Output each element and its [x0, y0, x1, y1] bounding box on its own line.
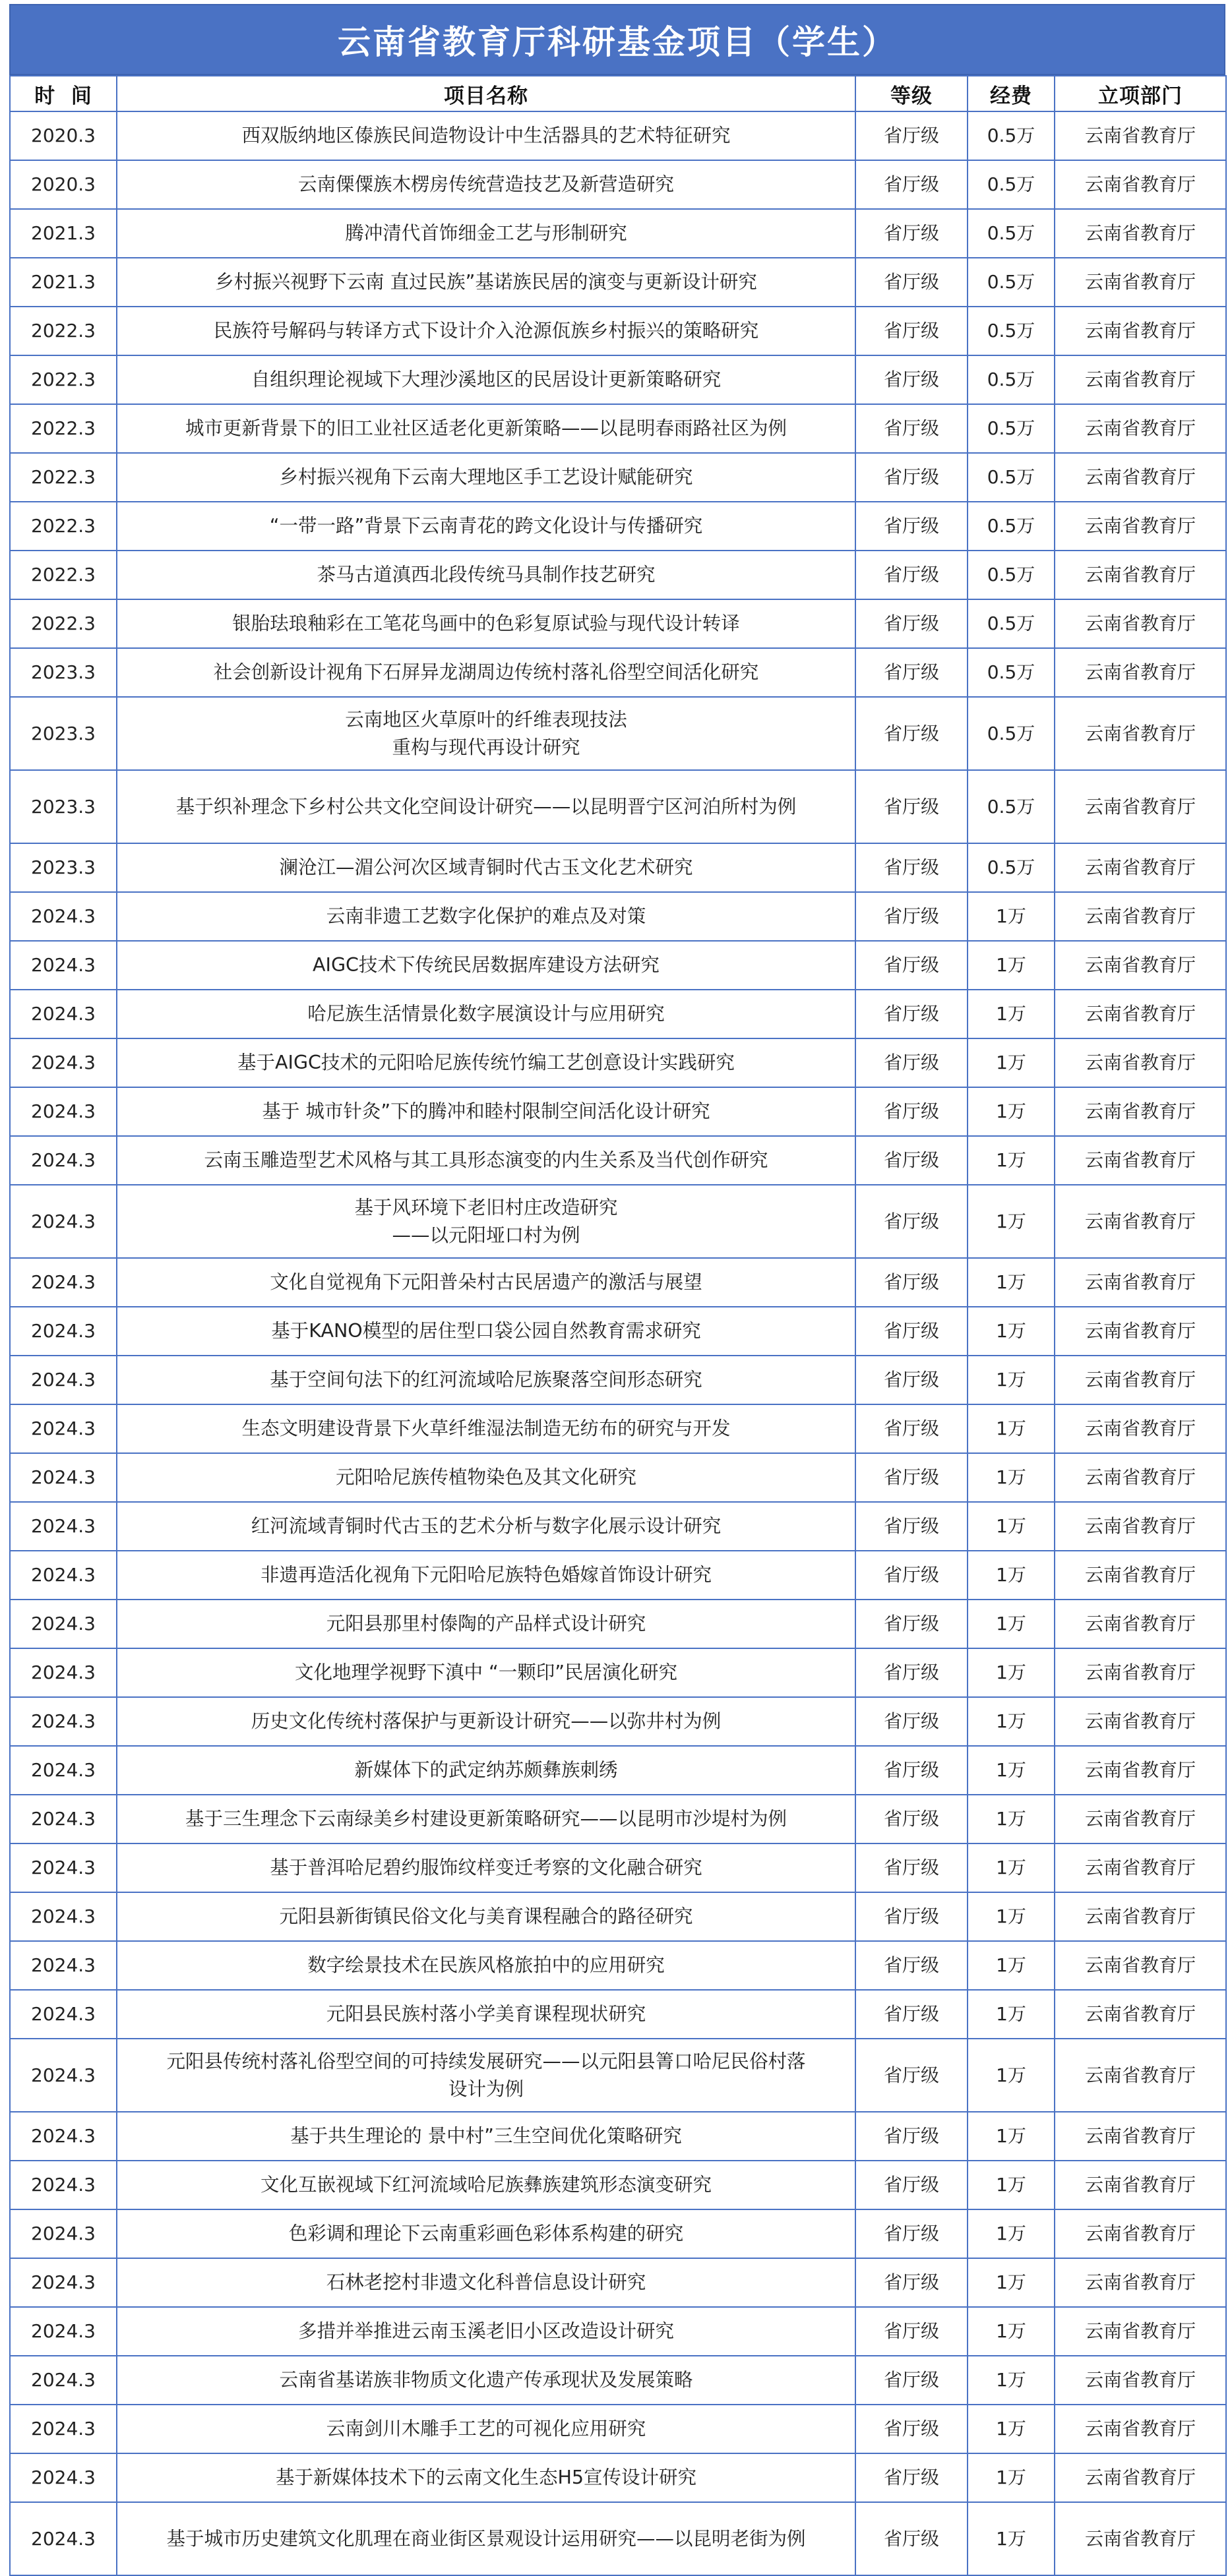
- cell-project-name: 文化自觉视角下元阳普朵村古民居遗产的激活与展望: [117, 1258, 855, 1307]
- cell-level: 省厅级: [855, 1307, 968, 1356]
- cell-project-name: 元阳县传统村落礼俗型空间的可持续发展研究——以元阳县箐口哈尼民俗村落 设计为例: [117, 2039, 855, 2112]
- table-row: [10, 355, 1226, 404]
- cell-department: 云南省教育厅: [1055, 941, 1226, 990]
- cell-level: 省厅级: [855, 1356, 968, 1404]
- cell-project-name: AIGC技术下传统民居数据库建设方法研究: [117, 941, 855, 990]
- table-row: [10, 1136, 1226, 1185]
- cell-level: 省厅级: [855, 843, 968, 892]
- header-name: 项目名称: [117, 76, 855, 111]
- cell-department: 云南省教育厅: [1055, 2405, 1226, 2453]
- cell-fee: 1万: [968, 1892, 1055, 1941]
- table-row: [10, 1697, 1226, 1746]
- table-row: [10, 1087, 1226, 1136]
- cell-level: 省厅级: [855, 1843, 968, 1892]
- cell-department: 云南省教育厅: [1055, 892, 1226, 941]
- cell-time: 2023.3: [10, 648, 117, 697]
- cell-time: 2024.3: [10, 1087, 117, 1136]
- table-row: [10, 502, 1226, 551]
- cell-time: 2024.3: [10, 1600, 117, 1648]
- table-row: [10, 843, 1226, 892]
- cell-project-name: 文化地理学视野下滇中 “一颗印”民居演化研究: [117, 1648, 855, 1697]
- cell-time: 2024.3: [10, 1502, 117, 1551]
- cell-fee: 1万: [968, 990, 1055, 1038]
- cell-project-name: 哈尼族生活情景化数字展演设计与应用研究: [117, 990, 855, 1038]
- cell-level: 省厅级: [855, 502, 968, 551]
- cell-project-name: 红河流域青铜时代古玉的艺术分析与数字化展示设计研究: [117, 1502, 855, 1551]
- cell-time: 2024.3: [10, 2356, 117, 2405]
- cell-department: 云南省教育厅: [1055, 1404, 1226, 1453]
- cell-department: 云南省教育厅: [1055, 1307, 1226, 1356]
- cell-fee: 0.5万: [968, 502, 1055, 551]
- cell-time: 2024.3: [10, 1258, 117, 1307]
- cell-fee: 1万: [968, 2112, 1055, 2161]
- cell-level: 省厅级: [855, 404, 968, 453]
- cell-department: 云南省教育厅: [1055, 843, 1226, 892]
- cell-level: 省厅级: [855, 990, 968, 1038]
- cell-fee: 1万: [968, 1843, 1055, 1892]
- table-row: [10, 1356, 1226, 1404]
- cell-level: 省厅级: [855, 2209, 968, 2258]
- cell-fee: 1万: [968, 1038, 1055, 1087]
- cell-department: 云南省教育厅: [1055, 2209, 1226, 2258]
- cell-level: 省厅级: [855, 941, 968, 990]
- cell-department: 云南省教育厅: [1055, 355, 1226, 404]
- cell-department: 云南省教育厅: [1055, 2258, 1226, 2307]
- table-row: [10, 2307, 1226, 2356]
- cell-project-name: 社会创新设计视角下石屏异龙湖周边传统村落礼俗型空间活化研究: [117, 648, 855, 697]
- cell-fee: 1万: [968, 1356, 1055, 1404]
- cell-level: 省厅级: [855, 453, 968, 502]
- cell-fee: 1万: [968, 2405, 1055, 2453]
- cell-fee: 0.5万: [968, 209, 1055, 258]
- cell-department: 云南省教育厅: [1055, 1892, 1226, 1941]
- table-row: [10, 770, 1226, 843]
- cell-project-name: 基于风环境下老旧村庄改造研究 ——以元阳垭口村为例: [117, 1185, 855, 1258]
- cell-time: 2024.3: [10, 1843, 117, 1892]
- table-row: [10, 1648, 1226, 1697]
- cell-time: 2024.3: [10, 1746, 117, 1795]
- table-row: [10, 2039, 1226, 2112]
- cell-fee: 1万: [968, 1307, 1055, 1356]
- cell-department: 云南省教育厅: [1055, 404, 1226, 453]
- cell-project-name: 乡村振兴视角下云南大理地区手工艺设计赋能研究: [117, 453, 855, 502]
- cell-department: 云南省教育厅: [1055, 1356, 1226, 1404]
- cell-project-name: 云南非遗工艺数字化保护的难点及对策: [117, 892, 855, 941]
- cell-project-name: 银胎珐琅釉彩在工笔花鸟画中的色彩复原试验与现代设计转译: [117, 599, 855, 648]
- cell-department: 云南省教育厅: [1055, 770, 1226, 843]
- table-row: [10, 1453, 1226, 1502]
- cell-department: 云南省教育厅: [1055, 648, 1226, 697]
- cell-fee: 1万: [968, 1258, 1055, 1307]
- cell-fee: 0.5万: [968, 697, 1055, 770]
- cell-time: 2020.3: [10, 111, 117, 160]
- cell-fee: 0.5万: [968, 111, 1055, 160]
- table-row: [10, 2453, 1226, 2502]
- projects-table: [9, 75, 1227, 2576]
- table-row: [10, 258, 1226, 307]
- cell-fee: 0.5万: [968, 160, 1055, 209]
- cell-project-name: 多措并举推进云南玉溪老旧小区改造设计研究: [117, 2307, 855, 2356]
- table-row: [10, 1258, 1226, 1307]
- cell-department: 云南省教育厅: [1055, 1746, 1226, 1795]
- cell-fee: 0.5万: [968, 307, 1055, 355]
- cell-level: 省厅级: [855, 258, 968, 307]
- table-title: 云南省教育厅科研基金项目（学生）: [9, 4, 1225, 75]
- table-row: [10, 2258, 1226, 2307]
- cell-time: 2024.3: [10, 2258, 117, 2307]
- cell-level: 省厅级: [855, 2356, 968, 2405]
- cell-project-name: 云南地区火草原叶的纤维表现技法 重构与现代再设计研究: [117, 697, 855, 770]
- cell-fee: 1万: [968, 1746, 1055, 1795]
- cell-department: 云南省教育厅: [1055, 697, 1226, 770]
- cell-department: 云南省教育厅: [1055, 160, 1226, 209]
- cell-fee: 1万: [968, 1185, 1055, 1258]
- cell-time: 2024.3: [10, 1648, 117, 1697]
- cell-fee: 0.5万: [968, 770, 1055, 843]
- cell-time: 2020.3: [10, 160, 117, 209]
- cell-fee: 1万: [968, 2356, 1055, 2405]
- cell-department: 云南省教育厅: [1055, 209, 1226, 258]
- cell-project-name: 腾冲清代首饰细金工艺与形制研究: [117, 209, 855, 258]
- table-row: [10, 1892, 1226, 1941]
- cell-time: 2022.3: [10, 551, 117, 599]
- cell-project-name: 元阳县那里村傣陶的产品样式设计研究: [117, 1600, 855, 1648]
- table-row: [10, 990, 1226, 1038]
- cell-department: 云南省教育厅: [1055, 1843, 1226, 1892]
- cell-level: 省厅级: [855, 1648, 968, 1697]
- cell-fee: 0.5万: [968, 355, 1055, 404]
- table-row: [10, 892, 1226, 941]
- cell-level: 省厅级: [855, 2453, 968, 2502]
- cell-level: 省厅级: [855, 111, 968, 160]
- cell-fee: 1万: [968, 892, 1055, 941]
- cell-department: 云南省教育厅: [1055, 551, 1226, 599]
- cell-project-name: 民族符号解码与转译方式下设计介入沧源佤族乡村振兴的策略研究: [117, 307, 855, 355]
- cell-level: 省厅级: [855, 2112, 968, 2161]
- cell-time: 2022.3: [10, 307, 117, 355]
- cell-department: 云南省教育厅: [1055, 2161, 1226, 2209]
- cell-project-name: 澜沧江—湄公河次区域青铜时代古玉文化艺术研究: [117, 843, 855, 892]
- cell-time: 2024.3: [10, 2039, 117, 2112]
- cell-fee: 1万: [968, 1990, 1055, 2039]
- cell-time: 2024.3: [10, 2405, 117, 2453]
- cell-time: 2024.3: [10, 941, 117, 990]
- cell-fee: 1万: [968, 1453, 1055, 1502]
- cell-time: 2024.3: [10, 1551, 117, 1600]
- cell-level: 省厅级: [855, 2258, 968, 2307]
- cell-fee: 0.5万: [968, 843, 1055, 892]
- cell-time: 2024.3: [10, 990, 117, 1038]
- cell-time: 2024.3: [10, 1404, 117, 1453]
- cell-time: 2024.3: [10, 2453, 117, 2502]
- cell-level: 省厅级: [855, 1746, 968, 1795]
- cell-project-name: “一带一路”背景下云南青花的跨文化设计与传播研究: [117, 502, 855, 551]
- cell-time: 2024.3: [10, 1453, 117, 1502]
- table-row: [10, 2502, 1226, 2575]
- cell-level: 省厅级: [855, 551, 968, 599]
- cell-level: 省厅级: [855, 770, 968, 843]
- cell-time: 2022.3: [10, 355, 117, 404]
- cell-level: 省厅级: [855, 160, 968, 209]
- cell-department: 云南省教育厅: [1055, 307, 1226, 355]
- cell-project-name: 元阳县新街镇民俗文化与美育课程融合的路径研究: [117, 1892, 855, 1941]
- cell-time: 2024.3: [10, 1795, 117, 1843]
- cell-level: 省厅级: [855, 1795, 968, 1843]
- cell-project-name: 数字绘景技术在民族风格旅拍中的应用研究: [117, 1941, 855, 1990]
- cell-fee: 0.5万: [968, 551, 1055, 599]
- cell-project-name: 非遗再造活化视角下元阳哈尼族特色婚嫁首饰设计研究: [117, 1551, 855, 1600]
- table-row: [10, 1795, 1226, 1843]
- cell-level: 省厅级: [855, 1990, 968, 2039]
- cell-fee: 1万: [968, 2453, 1055, 2502]
- cell-fee: 0.5万: [968, 599, 1055, 648]
- cell-level: 省厅级: [855, 1087, 968, 1136]
- cell-department: 云南省教育厅: [1055, 1136, 1226, 1185]
- cell-fee: 1万: [968, 2307, 1055, 2356]
- cell-fee: 1万: [968, 1600, 1055, 1648]
- cell-department: 云南省教育厅: [1055, 2453, 1226, 2502]
- cell-level: 省厅级: [855, 697, 968, 770]
- cell-level: 省厅级: [855, 1185, 968, 1258]
- cell-fee: 0.5万: [968, 258, 1055, 307]
- cell-time: 2024.3: [10, 2307, 117, 2356]
- cell-project-name: 色彩调和理论下云南重彩画色彩体系构建的研究: [117, 2209, 855, 2258]
- cell-project-name: 基于织补理念下乡村公共文化空间设计研究——以昆明晋宁区河泊所村为例: [117, 770, 855, 843]
- cell-fee: 1万: [968, 1502, 1055, 1551]
- cell-fee: 1万: [968, 2039, 1055, 2112]
- cell-department: 云南省教育厅: [1055, 1038, 1226, 1087]
- cell-department: 云南省教育厅: [1055, 1258, 1226, 1307]
- table-row: [10, 2112, 1226, 2161]
- cell-time: 2024.3: [10, 1136, 117, 1185]
- cell-level: 省厅级: [855, 1038, 968, 1087]
- cell-department: 云南省教育厅: [1055, 2112, 1226, 2161]
- cell-department: 云南省教育厅: [1055, 990, 1226, 1038]
- cell-project-name: 基于AIGC技术的元阳哈尼族传统竹编工艺创意设计实践研究: [117, 1038, 855, 1087]
- header-row: [10, 76, 1226, 111]
- table-body: [10, 111, 1226, 2575]
- cell-project-name: 基于KANO模型的居住型口袋公园自然教育需求研究: [117, 1307, 855, 1356]
- header-time: 时 间: [10, 76, 117, 111]
- cell-project-name: 基于城市历史建筑文化肌理在商业街区景观设计运用研究——以昆明老街为例: [117, 2502, 855, 2575]
- cell-project-name: 云南傈僳族木楞房传统营造技艺及新营造研究: [117, 160, 855, 209]
- table-row: [10, 1307, 1226, 1356]
- cell-fee: 1万: [968, 1648, 1055, 1697]
- cell-level: 省厅级: [855, 1697, 968, 1746]
- cell-department: 云南省教育厅: [1055, 1551, 1226, 1600]
- cell-fee: 1万: [968, 2209, 1055, 2258]
- cell-level: 省厅级: [855, 892, 968, 941]
- cell-level: 省厅级: [855, 1600, 968, 1648]
- cell-project-name: 茶马古道滇西北段传统马具制作技艺研究: [117, 551, 855, 599]
- cell-time: 2024.3: [10, 2112, 117, 2161]
- table-row: [10, 1600, 1226, 1648]
- cell-fee: 1万: [968, 1136, 1055, 1185]
- table-row: [10, 1746, 1226, 1795]
- cell-level: 省厅级: [855, 307, 968, 355]
- cell-department: 云南省教育厅: [1055, 2502, 1226, 2575]
- cell-time: 2022.3: [10, 599, 117, 648]
- table-row: [10, 209, 1226, 258]
- cell-level: 省厅级: [855, 1551, 968, 1600]
- cell-level: 省厅级: [855, 1502, 968, 1551]
- cell-level: 省厅级: [855, 599, 968, 648]
- cell-department: 云南省教育厅: [1055, 1697, 1226, 1746]
- cell-project-name: 基于新媒体技术下的云南文化生态H5宣传设计研究: [117, 2453, 855, 2502]
- table-row: [10, 1843, 1226, 1892]
- table-row: [10, 1502, 1226, 1551]
- cell-project-name: 新媒体下的武定纳苏颇彝族刺绣: [117, 1746, 855, 1795]
- cell-department: 云南省教育厅: [1055, 453, 1226, 502]
- cell-fee: 1万: [968, 2258, 1055, 2307]
- cell-project-name: 西双版纳地区傣族民间造物设计中生活器具的艺术特征研究: [117, 111, 855, 160]
- cell-fee: 0.5万: [968, 453, 1055, 502]
- cell-fee: 1万: [968, 1795, 1055, 1843]
- cell-level: 省厅级: [855, 1404, 968, 1453]
- table-row: [10, 453, 1226, 502]
- cell-department: 云南省教育厅: [1055, 111, 1226, 160]
- cell-fee: 1万: [968, 1404, 1055, 1453]
- cell-fee: 1万: [968, 1941, 1055, 1990]
- table-row: [10, 2405, 1226, 2453]
- cell-time: 2024.3: [10, 1697, 117, 1746]
- cell-fee: 1万: [968, 1087, 1055, 1136]
- cell-project-name: 元阳县民族村落小学美育课程现状研究: [117, 1990, 855, 2039]
- cell-fee: 0.5万: [968, 404, 1055, 453]
- cell-level: 省厅级: [855, 209, 968, 258]
- cell-time: 2023.3: [10, 770, 117, 843]
- cell-project-name: 基于普洱哈尼碧约服饰纹样变迁考察的文化融合研究: [117, 1843, 855, 1892]
- cell-department: 云南省教育厅: [1055, 599, 1226, 648]
- cell-level: 省厅级: [855, 1941, 968, 1990]
- cell-project-name: 基于空间句法下的红河流域哈尼族聚落空间形态研究: [117, 1356, 855, 1404]
- cell-level: 省厅级: [855, 1892, 968, 1941]
- table-row: [10, 551, 1226, 599]
- cell-department: 云南省教育厅: [1055, 1185, 1226, 1258]
- cell-project-name: 自组织理论视域下大理沙溪地区的民居设计更新策略研究: [117, 355, 855, 404]
- cell-time: 2024.3: [10, 2209, 117, 2258]
- cell-level: 省厅级: [855, 2307, 968, 2356]
- header-level: 等级: [855, 76, 968, 111]
- cell-time: 2021.3: [10, 258, 117, 307]
- cell-project-name: 元阳哈尼族传植物染色及其文化研究: [117, 1453, 855, 1502]
- cell-department: 云南省教育厅: [1055, 1990, 1226, 2039]
- table-row: [10, 1941, 1226, 1990]
- cell-project-name: 生态文明建设背景下火草纤维湿法制造无纺布的研究与开发: [117, 1404, 855, 1453]
- table-row: [10, 648, 1226, 697]
- table-row: [10, 941, 1226, 990]
- table-row: [10, 1990, 1226, 2039]
- cell-department: 云南省教育厅: [1055, 1453, 1226, 1502]
- cell-project-name: 基于共生理论的 景中村”三生空间优化策略研究: [117, 2112, 855, 2161]
- table-row: [10, 1038, 1226, 1087]
- cell-fee: 1万: [968, 2502, 1055, 2575]
- table-row: [10, 111, 1226, 160]
- cell-project-name: 历史文化传统村落保护与更新设计研究——以弥井村为例: [117, 1697, 855, 1746]
- cell-department: 云南省教育厅: [1055, 2307, 1226, 2356]
- cell-department: 云南省教育厅: [1055, 1600, 1226, 1648]
- cell-department: 云南省教育厅: [1055, 2356, 1226, 2405]
- cell-level: 省厅级: [855, 1136, 968, 1185]
- cell-department: 云南省教育厅: [1055, 1941, 1226, 1990]
- cell-time: 2024.3: [10, 1892, 117, 1941]
- cell-level: 省厅级: [855, 2405, 968, 2453]
- cell-time: 2023.3: [10, 843, 117, 892]
- cell-level: 省厅级: [855, 2161, 968, 2209]
- cell-time: 2024.3: [10, 2161, 117, 2209]
- cell-project-name: 基于 城市针灸”下的腾冲和睦村限制空间活化设计研究: [117, 1087, 855, 1136]
- cell-time: 2021.3: [10, 209, 117, 258]
- cell-level: 省厅级: [855, 355, 968, 404]
- cell-department: 云南省教育厅: [1055, 1502, 1226, 1551]
- table-row: [10, 2161, 1226, 2209]
- table-row: [10, 307, 1226, 355]
- cell-time: 2022.3: [10, 404, 117, 453]
- header-fee: 经费: [968, 76, 1055, 111]
- cell-department: 云南省教育厅: [1055, 502, 1226, 551]
- cell-level: 省厅级: [855, 1258, 968, 1307]
- cell-time: 2024.3: [10, 1941, 117, 1990]
- table-row: [10, 697, 1226, 770]
- cell-project-name: 云南省基诺族非物质文化遗产传承现状及发展策略: [117, 2356, 855, 2405]
- cell-project-name: 基于三生理念下云南绿美乡村建设更新策略研究——以昆明市沙堤村为例: [117, 1795, 855, 1843]
- cell-time: 2022.3: [10, 502, 117, 551]
- cell-department: 云南省教育厅: [1055, 2039, 1226, 2112]
- cell-level: 省厅级: [855, 648, 968, 697]
- cell-project-name: 云南剑川木雕手工艺的可视化应用研究: [117, 2405, 855, 2453]
- table-row: [10, 2209, 1226, 2258]
- table-row: [10, 1404, 1226, 1453]
- cell-project-name: 乡村振兴视野下云南 直过民族”基诺族民居的演变与更新设计研究: [117, 258, 855, 307]
- cell-fee: 1万: [968, 1551, 1055, 1600]
- cell-time: 2023.3: [10, 697, 117, 770]
- table-row: [10, 599, 1226, 648]
- table-row: [10, 404, 1226, 453]
- header-dept: 立项部门: [1055, 76, 1226, 111]
- cell-level: 省厅级: [855, 1453, 968, 1502]
- cell-level: 省厅级: [855, 2502, 968, 2575]
- table-row: [10, 1551, 1226, 1600]
- cell-time: 2024.3: [10, 1185, 117, 1258]
- cell-department: 云南省教育厅: [1055, 258, 1226, 307]
- cell-time: 2024.3: [10, 2502, 117, 2575]
- cell-project-name: 云南玉雕造型艺术风格与其工具形态演变的内生关系及当代创作研究: [117, 1136, 855, 1185]
- cell-time: 2024.3: [10, 1038, 117, 1087]
- table-row: [10, 2356, 1226, 2405]
- cell-fee: 1万: [968, 2161, 1055, 2209]
- cell-fee: 0.5万: [968, 648, 1055, 697]
- cell-department: 云南省教育厅: [1055, 1795, 1226, 1843]
- cell-fee: 1万: [968, 1697, 1055, 1746]
- cell-fee: 1万: [968, 941, 1055, 990]
- cell-time: 2024.3: [10, 1990, 117, 2039]
- table-row: [10, 160, 1226, 209]
- cell-project-name: 城市更新背景下的旧工业社区适老化更新策略——以昆明春雨路社区为例: [117, 404, 855, 453]
- cell-project-name: 文化互嵌视域下红河流域哈尼族彝族建筑形态演变研究: [117, 2161, 855, 2209]
- cell-department: 云南省教育厅: [1055, 1648, 1226, 1697]
- cell-department: 云南省教育厅: [1055, 1087, 1226, 1136]
- cell-time: 2024.3: [10, 1307, 117, 1356]
- cell-level: 省厅级: [855, 2039, 968, 2112]
- cell-time: 2024.3: [10, 892, 117, 941]
- cell-time: 2024.3: [10, 1356, 117, 1404]
- table-row: [10, 1185, 1226, 1258]
- cell-project-name: 石林老挖村非遗文化科普信息设计研究: [117, 2258, 855, 2307]
- cell-time: 2022.3: [10, 453, 117, 502]
